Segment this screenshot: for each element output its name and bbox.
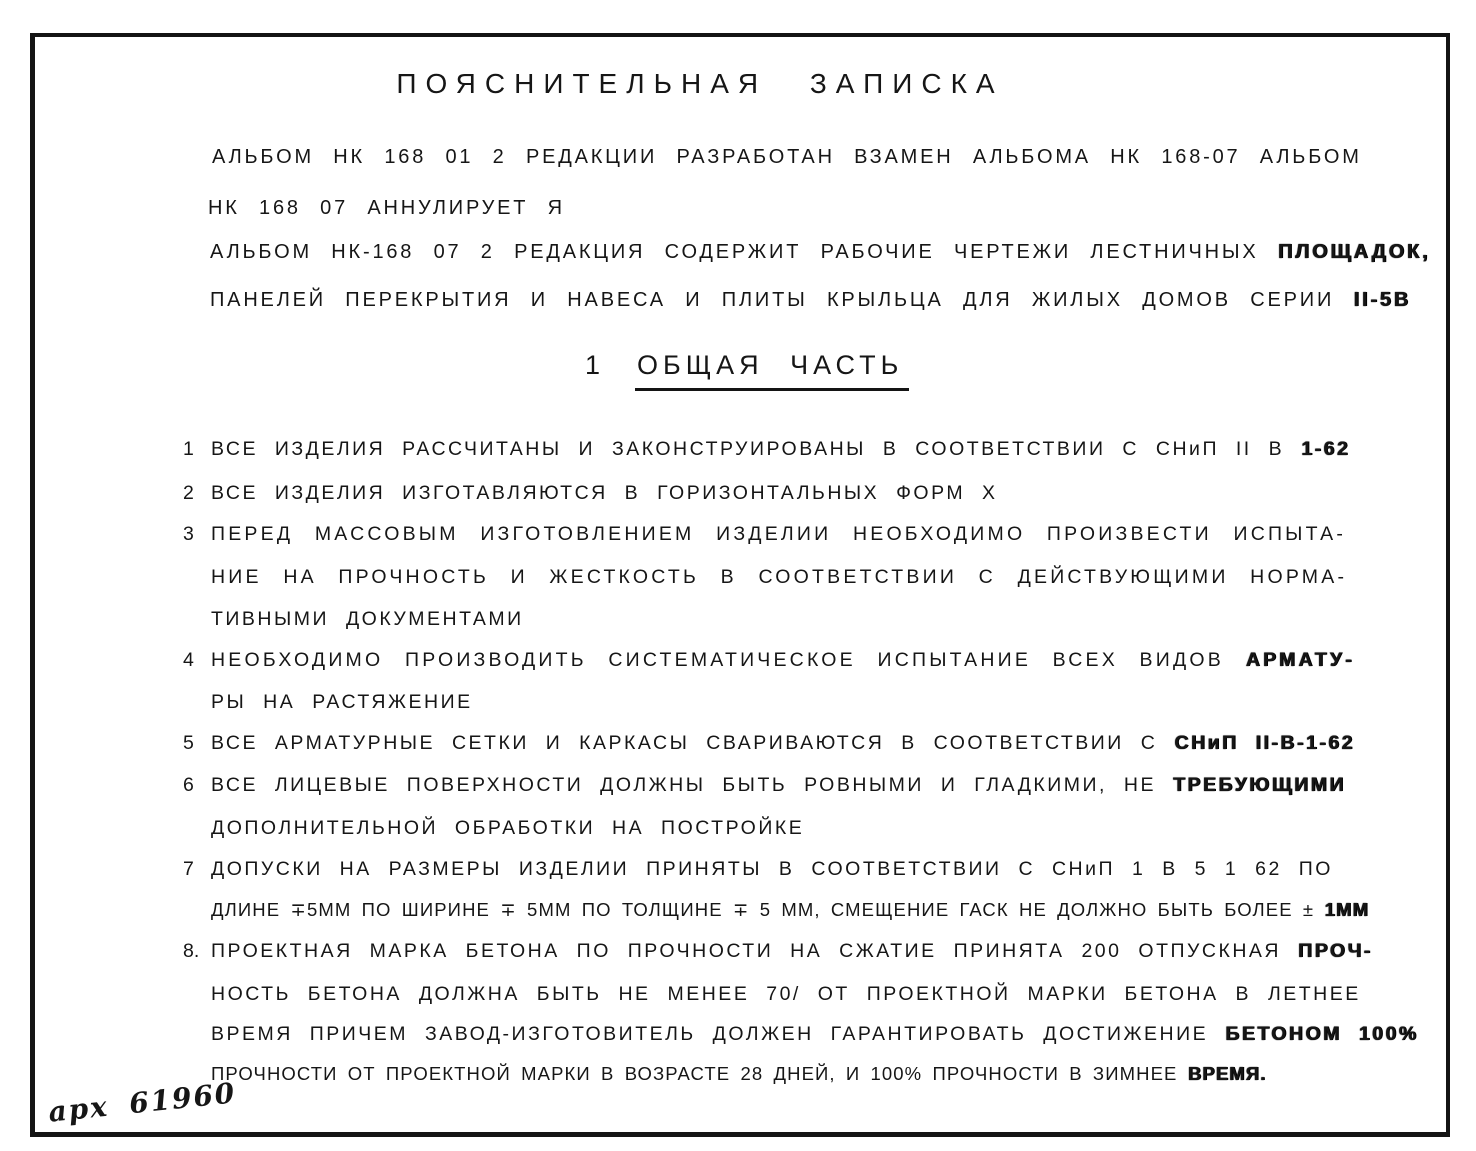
intro-line xyxy=(210,289,1411,312)
body-text: НЕОБХОДИМО ПРОИЗВОДИТЬ СИСТЕМАТИЧЕСКОЕ ИСПЫТАНИЕ ВСЕХ ВИДОВ xyxy=(211,649,1246,671)
body-line xyxy=(183,983,1361,1006)
body-text: ВСЕ ИЗДЕЛИЯ РАССЧИТАНЫ И ЗАКОНСТРУИРОВАНЫ В СООТВЕТСТВИИ С СНиП II В xyxy=(211,438,1302,460)
body-text: ТИВНЫМИ ДОКУМЕНТАМИ xyxy=(211,608,524,630)
body-line xyxy=(183,1023,1418,1046)
body-text-smudged: ТРЕБУЮЩИМИ xyxy=(1172,774,1346,796)
body-text-smudged: БЕТОНОМ 100% xyxy=(1225,1023,1419,1045)
body-line xyxy=(183,438,1350,461)
body-text: ДЛИНЕ ∓5ММ ПО ШИРИНЕ ∓ 5ММ ПО ТОЛЩИНЕ ∓ 5 ММ, СМЕЩЕНИЕ ГАСК НЕ ДОЛЖНО БЫТЬ БОЛЕЕ ± xyxy=(211,899,1325,920)
body-line xyxy=(183,732,1355,755)
body-line xyxy=(183,482,998,505)
body-line xyxy=(183,899,1369,921)
item-number: 7 xyxy=(183,858,194,880)
body-line xyxy=(183,774,1346,797)
body-text: ПЕРЕД МАССОВЫМ ИЗГОТОВЛЕНИЕМ ИЗДЕЛИИ НЕОБХОДИМО ПРОИЗВЕСТИ ИСПЫТА- xyxy=(211,523,1347,545)
body-line xyxy=(183,649,1355,672)
intro-text: ПАНЕЛЕЙ ПЕРЕКРЫТИЯ И НАВЕСА И ПЛИТЫ КРЫЛЬЦА ДЛЯ ЖИЛЫХ ДОМОВ СЕРИИ xyxy=(210,289,1354,311)
body-text-smudged: ВРЕМЯ. xyxy=(1187,1063,1267,1084)
body-text: ВСЕ ИЗДЕЛИЯ ИЗГОТАВЛЯЮТСЯ В ГОРИЗОНТАЛЬНЫХ ФОРМ Х xyxy=(211,482,998,504)
body-line xyxy=(183,523,1346,546)
intro-line xyxy=(212,146,1362,169)
body-line xyxy=(183,608,524,631)
item-number: 8. xyxy=(183,940,200,962)
body-text: ВСЕ АРМАТУРНЫЕ СЕТКИ И КАРКАСЫ СВАРИВАЮТСЯ В СООТВЕТСТВИИ С xyxy=(211,732,1175,754)
item-number: 2 xyxy=(183,482,194,504)
body-text-smudged: 1-62 xyxy=(1301,438,1351,460)
body-text: ПРОЕКТНАЯ МАРКА БЕТОНА ПО ПРОЧНОСТИ НА СЖАТИЕ ПРИНЯТА 200 ОТПУСКНАЯ xyxy=(211,940,1298,962)
body-text: ПРОЧНОСТИ ОТ ПРОЕКТНОЙ МАРКИ В ВОЗРАСТЕ 28 ДНЕЙ, И 100% ПРОЧНОСТИ В ЗИМНЕЕ xyxy=(211,1063,1188,1084)
intro-text-smudged: II-5В xyxy=(1353,289,1411,311)
body-line xyxy=(183,566,1347,589)
body-text: НОСТЬ БЕТОНА ДОЛЖНА БЫТЬ НЕ МЕНЕЕ 70/ ОТ ПРОЕКТНОЙ МАРКИ БЕТОНА В ЛЕТНЕЕ xyxy=(211,983,1361,1005)
body-text-smudged: СНиП II-В-1-62 xyxy=(1174,732,1355,754)
body-text-smudged: 1ММ xyxy=(1324,899,1369,920)
body-text: НИЕ НА ПРОЧНОСТЬ И ЖЕСТКОСТЬ В СООТВЕТСТВИИ С ДЕЙСТВУЮЩИМИ НОРМА- xyxy=(211,566,1348,588)
intro-line xyxy=(210,241,1430,264)
archive-stamp: арх 61960 xyxy=(46,1076,238,1129)
page-title: ПОЯСНИТЕЛЬНАЯ ЗАПИСКА xyxy=(396,68,1004,99)
body-line xyxy=(183,1063,1266,1085)
section-number: 1 xyxy=(585,350,606,380)
body-line xyxy=(183,817,804,840)
item-number: 6 xyxy=(183,774,194,796)
body-line xyxy=(183,691,473,714)
section-title: ОБЩАЯ ЧАСТЬ xyxy=(635,350,909,391)
section-heading xyxy=(585,350,909,391)
body-line xyxy=(183,858,1333,881)
intro-text-smudged: ПЛОЩАДОК, xyxy=(1277,241,1431,263)
item-number: 3 xyxy=(183,523,194,545)
item-number: 4 xyxy=(183,649,194,671)
body-line xyxy=(183,940,1373,963)
body-text: ВСЕ ЛИЦЕВЫЕ ПОВЕРХНОСТИ ДОЛЖНЫ БЫТЬ РОВНЫМИ И ГЛАДКИМИ, НЕ xyxy=(211,774,1173,796)
intro-text: АЛЬБОМ НК-168 07 2 РЕДАКЦИЯ СОДЕРЖИТ РАБОЧИЕ ЧЕРТЕЖИ ЛЕСТНИЧНЫХ xyxy=(210,241,1278,263)
intro-line xyxy=(208,197,565,220)
intro-text: НК 168 07 АННУЛИРУЕТ Я xyxy=(208,197,565,219)
body-text-smudged: АРМАТУ- xyxy=(1245,649,1355,671)
item-number: 1 xyxy=(183,438,194,460)
body-text: РЫ НА РАСТЯЖЕНИЕ xyxy=(211,691,473,713)
intro-text: АЛЬБОМ НК 168 01 2 РЕДАКЦИИ РАЗРАБОТАН ВЗАМЕН АЛЬБОМА НК 168-07 АЛЬБОМ xyxy=(212,146,1362,168)
body-text: ДОПОЛНИТЕЛЬНОЙ ОБРАБОТКИ НА ПОСТРОЙКЕ xyxy=(211,817,805,839)
item-number: 5 xyxy=(183,732,194,754)
body-text: ДОПУСКИ НА РАЗМЕРЫ ИЗДЕЛИИ ПРИНЯТЫ В СООТВЕТСТВИИ С СНиП 1 В 5 1 62 ПО xyxy=(211,858,1333,880)
body-text: ВРЕМЯ ПРИЧЕМ ЗАВОД-ИЗГОТОВИТЕЛЬ ДОЛЖЕН ГАРАНТИРОВАТЬ ДОСТИЖЕНИЕ xyxy=(211,1023,1226,1045)
body-text-smudged: ПРОЧ- xyxy=(1297,940,1373,962)
